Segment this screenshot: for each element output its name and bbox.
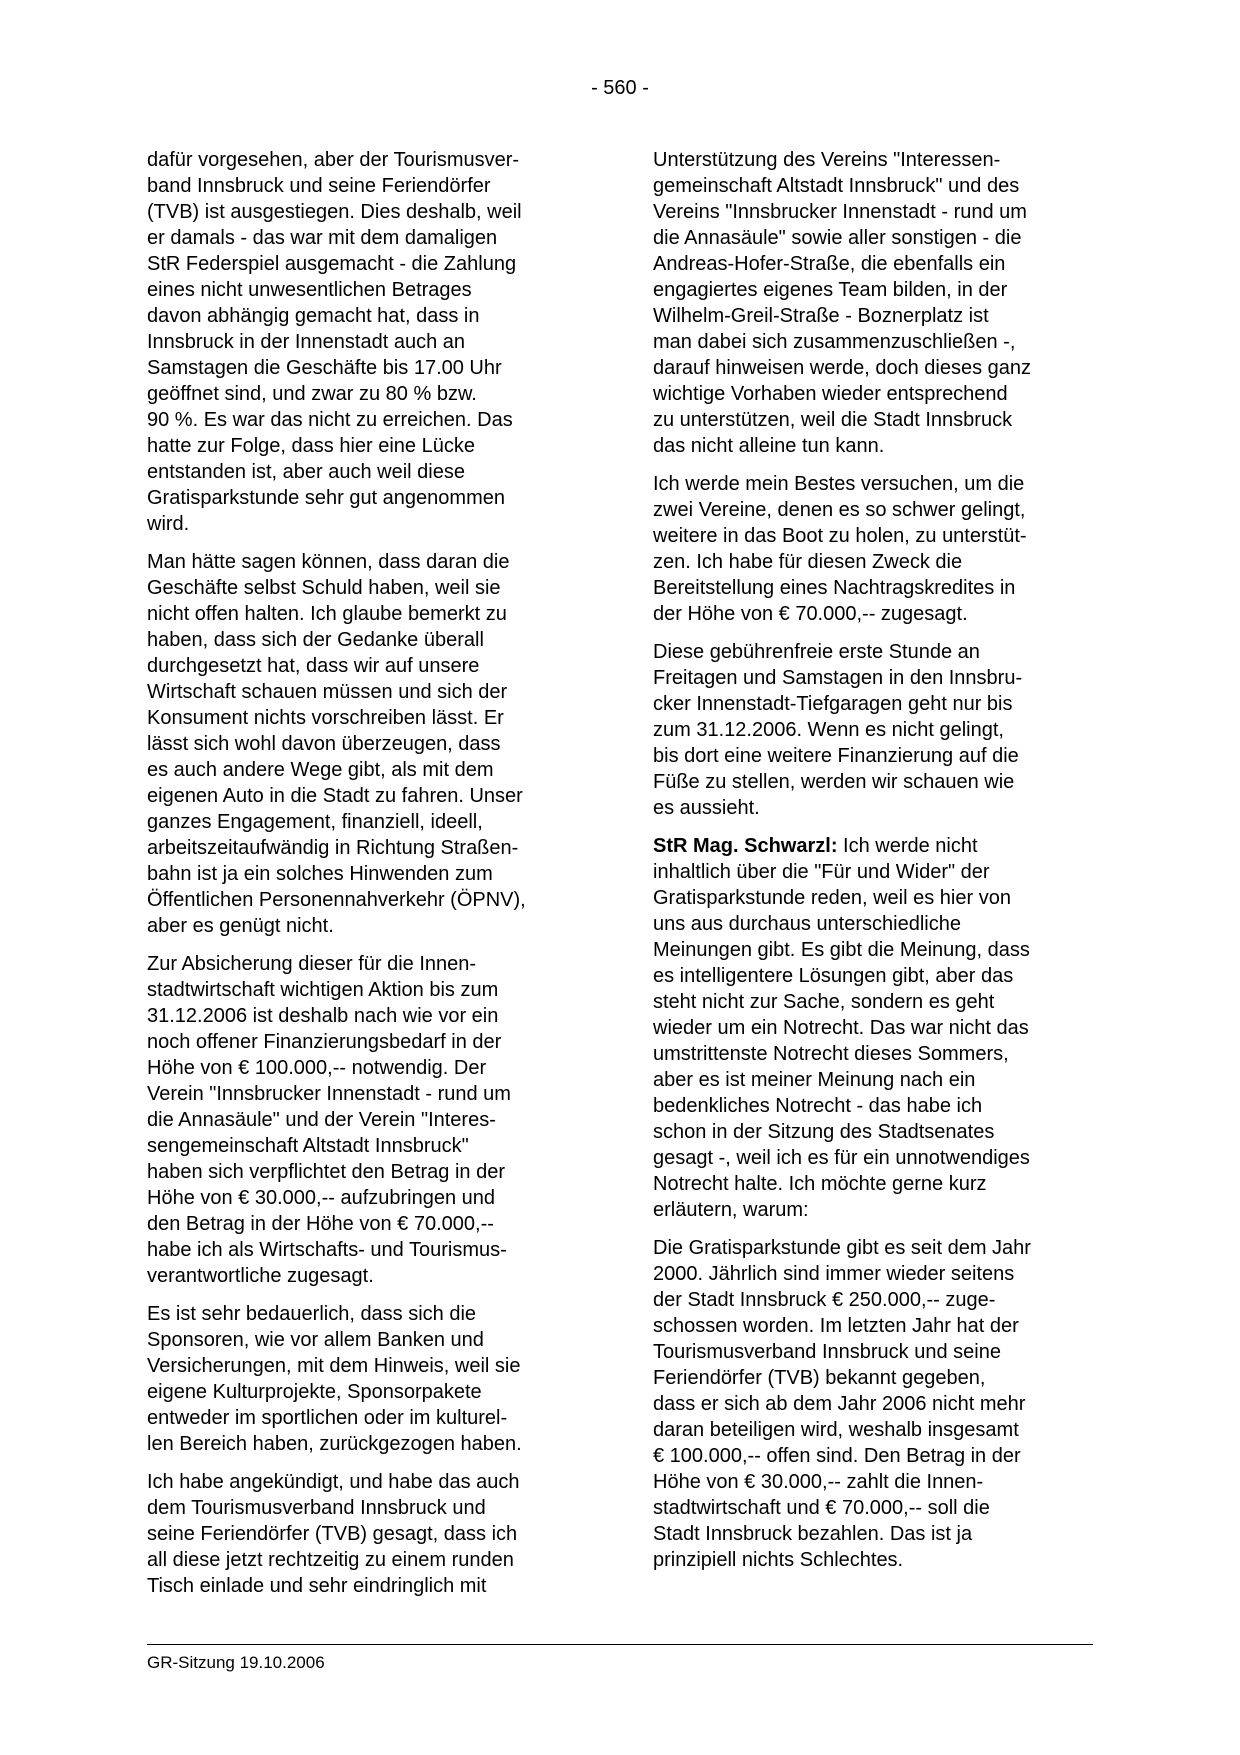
paragraph: Zur Absicherung dieser für die Innen- stadtwirtschaft wichtigen Aktion bis zum 31.12.2006 ist deshalb nach wie vor ein noch offener Finanzierungsbedarf in der Höhe von € 100.000,-- notwendig. Der Verein "Innsbrucker Innenstadt - rund um die Annasäule" und der Verein "Interes- sengemeinschaft Altstadt Innsbruck" haben sich verpflichtet den Betrag in der Höhe von € 30.000,-- aufzubringen und den Betrag in der Höhe von € 70.000,-- habe ich als Wirtschafts- und Tourismus- verantwortliche zugesagt.: [147, 953, 511, 1287]
paragraph: Die Gratisparkstunde gibt es seit dem Jahr 2000. Jährlich sind immer wieder seitens der Stadt Innsbruck € 250.000,-- zuge- schossen worden. Im letzten Jahr hat der Tourismusverband Innsbruck und seine Feriendörfer (TVB) bekannt gegeben, dass er sich ab dem Jahr 2006 nicht mehr daran beteiligen wird, weshalb insgesamt € 100.000,-- offen sind. Den Betrag in der Höhe von € 30.000,-- zahlt die Innen- stadtwirtschaft und € 70.000,-- soll die Stadt Innsbruck bezahlen. Das ist ja prinzipiell nichts Schlechtes.: [653, 1237, 1031, 1571]
paragraph: Diese gebührenfreie erste Stunde an Freitagen und Samstagen in den Innsbru- cker Innenstadt-Tiefgaragen geht nur bis zum 31.12.2006. Wenn es nicht gelingt, bis dort eine weitere Finanzierung auf die Füße zu stellen, werden wir schauen wie es aussieht.: [653, 641, 1023, 819]
paragraph: Es ist sehr bedauerlich, dass sich die Sponsoren, wie vor allem Banken und Versicherungen, mit dem Hinweis, weil sie eigene Kulturprojekte, Sponsorpakete entweder im sportlichen oder im kulturel- len Bereich haben, zurückgezogen haben.: [147, 1303, 522, 1455]
paragraph: Ich werde mein Bestes versuchen, um die zwei Vereine, denen es so schwer gelingt, weitere in das Boot zu holen, zu unterstüt- zen. Ich habe für diesen Zweck die Bereitstellung eines Nachtragskredites in der Höhe von € 70.000,-- zugesagt.: [653, 473, 1027, 625]
speech-paragraph: [653, 833, 1093, 1223]
left-column: [147, 147, 587, 1611]
footer-session-label: GR-Sitzung 19.10.2006: [147, 1653, 325, 1672]
right-column: [653, 147, 1093, 1585]
paragraph: Ich habe angekündigt, und habe das auch dem Tourismusverband Innsbruck und seine Feriendörfer (TVB) gesagt, dass ich all diese jetzt rechtzeitig zu einem runden Tisch einlade und sehr eindringlich mit: [147, 1471, 520, 1597]
paragraph: Unterstützung des Vereins "Interessen- gemeinschaft Altstadt Innsbruck" und des Vereins "Innsbrucker Innenstadt - rund um die Annasäule" sowie aller sonstigen - die Andreas-Hofer-Straße, die ebenfalls ein engagiertes eigenes Team bilden, in der Wilhelm-Greil-Straße - Boznerplatz ist man dabei sich zusammenzuschließen -, darauf hinweisen werde, doch dieses ganz wichtige Vorhaben wieder entsprechend zu unterstützen, weil die Stadt Innsbruck das nicht alleine tun kann.: [653, 149, 1032, 457]
footer-divider: [147, 1644, 1093, 1645]
speaker-name: StR Mag. Schwarzl:: [653, 835, 838, 857]
paragraph: Man hätte sagen können, dass daran die Geschäfte selbst Schuld haben, weil sie nicht offen halten. Ich glaube bemerkt zu haben, dass sich der Gedanke überall durchgesetzt hat, dass wir auf unsere Wirtschaft schauen müssen und sich der Konsument nichts vorschreiben lässt. Er lässt sich wohl davon überzeugen, dass es auch andere Wege gibt, als mit dem eigenen Auto in die Stadt zu fahren. Unser ganzes Engagement, finanziell, ideell, arbeitszeitaufwändig in Richtung Straßen- bahn ist ja ein solches Hinwenden zum Öffentlichen Personennahverkehr (ÖPNV), aber es genügt nicht.: [147, 551, 526, 937]
paragraph: dafür vorgesehen, aber der Tourismusver- band Innsbruck und seine Feriendörfer (TVB) ist ausgestiegen. Dies deshalb, weil er damals - das war mit dem damaligen StR Federspiel ausgemacht - die Zahlung eines nicht unwesentlichen Betrages davon abhängig gemacht hat, dass in Innsbruck in der Innenstadt auch an Samstagen die Geschäfte bis 17.00 Uhr geöffnet sind, und zwar zu 80 % bzw. 90 %. Es war das nicht zu erreichen. Das hatte zur Folge, dass hier eine Lücke entstanden ist, aber auch weil diese Gratisparkstunde sehr gut angenommen wird.: [147, 149, 522, 535]
page-number: - 560 -: [591, 77, 649, 99]
speech-text: Ich werde nicht inhaltlich über die "Für und Wider" der Gratisparkstunde reden, weil es hier von uns aus durchaus unterschiedliche Meinungen gibt. Es gibt die Meinung, dass es intelligentere Lösungen gibt, aber das steht nicht zur Sache, sondern es geht wieder um ein Notrecht. Das war nicht das umstrittenste Notrecht dieses Sommers, aber es ist meiner Meinung nach ein bedenkliches Notrecht - das habe ich schon in der Sitzung des Stadtsenates gesagt -, weil ich es für ein unnotwendiges Notrecht halte. Ich möchte gerne kurz erläutern, warum:: [653, 835, 1030, 1221]
